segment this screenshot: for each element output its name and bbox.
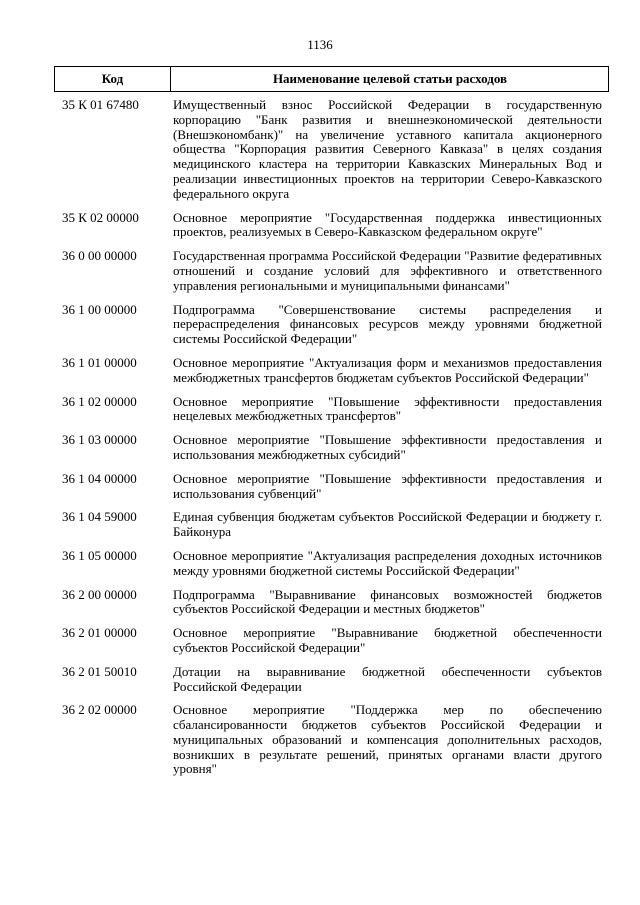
row-code: 36 1 05 00000 (62, 547, 137, 563)
row-code: 36 1 02 00000 (62, 393, 137, 409)
table-row (62, 395, 602, 425)
row-name: Основное мероприятие "Государственная поддержка инвестиционных проектов, реализуемых в Северо-Кавказском федеральном округе" (173, 209, 602, 240)
row-name: Государственная программа Российской Федерации "Развитие федеративных отношений и создание условий для эффективного и ответственного управления региональными и муниципальными финансами" (173, 248, 602, 293)
table-row (62, 588, 602, 618)
table-row (62, 356, 602, 386)
table-row (62, 303, 602, 347)
row-name: Основное мероприятие "Повышение эффективности предоставления и использования субвенций" (173, 470, 602, 501)
table-row (62, 510, 602, 540)
row-code: 36 1 00 00000 (62, 301, 137, 317)
header-name: Наименование целевой статьи расходов (272, 71, 508, 86)
row-code: 36 0 00 00000 (62, 248, 137, 264)
row-code: 36 2 00 00000 (62, 586, 137, 602)
row-code: 35 К 02 00000 (62, 209, 139, 225)
table-row (62, 433, 602, 463)
table-row (62, 549, 602, 579)
table-row (62, 249, 602, 293)
row-code: 36 2 01 50010 (62, 663, 137, 679)
row-name: Основное мероприятие "Поддержка мер по обеспечению сбалансированности бюджетов субъектов Российской Федерации и муниципальных образований и компенсация дополнительных расходов, возникших в результате решений, принятых органами власти другого уровня" (173, 702, 602, 777)
row-name: Основное мероприятие "Актуализация распределения доходных источников между уровнями бюджетной системы Российской Федерации" (173, 547, 602, 578)
row-name: Имущественный взнос Российской Федерации в государственную корпорацию "Банк развития и внешнеэкономической деятельности (Внешэкономбанк)" на увеличение уставного капитала акционерного общества "Корпорация развития Северного Кавказа" в целях создания медицинского кластера на территории Кавказских Минеральных Вод и реализации инвестиционных проектов на территории Северо-Кавказского федерального округа (173, 97, 602, 201)
row-name: Единая субвенция бюджетам субъектов Российской Федерации и бюджету г. Байконура (173, 509, 602, 540)
table-row (62, 211, 602, 241)
table-row (62, 472, 602, 502)
row-name: Основное мероприятие "Повышение эффективности предоставления и использования межбюджетных субсидий" (173, 432, 602, 462)
row-code: 36 1 03 00000 (62, 432, 137, 448)
row-code: 36 1 01 00000 (62, 354, 137, 370)
row-code: 36 1 04 59000 (62, 509, 137, 525)
table-row (62, 98, 602, 202)
row-code: 36 1 04 00000 (62, 470, 137, 486)
row-code: 36 2 01 00000 (62, 625, 137, 641)
row-code: 35 К 01 67480 (62, 97, 139, 112)
page-number: 1136 (307, 37, 333, 52)
table-header (54, 66, 609, 92)
row-name: Основное мероприятие "Выравнивание бюджетной обеспеченности субъектов Российской Федерации" (173, 625, 602, 655)
row-name: Основное мероприятие "Актуализация форм и механизмов предоставления межбюджетных трансфертов бюджетам субъектов Российской Федерации" (173, 354, 602, 385)
table-row (62, 665, 602, 695)
header-code: Код (101, 71, 124, 86)
row-name: Дотации на выравнивание бюджетной обеспеченности субъектов Российской Федерации (173, 663, 602, 694)
row-code: 36 2 02 00000 (62, 702, 137, 718)
table-row (62, 703, 602, 777)
row-name: Основное мероприятие "Повышение эффективности предоставления нецелевых межбюджетных трансфертов" (173, 393, 602, 424)
row-name: Подпрограмма "Выравнивание финансовых возможностей бюджетов субъектов Российской Федерации и местных бюджетов" (173, 586, 602, 617)
table-row (62, 626, 602, 656)
table-body (62, 98, 602, 786)
row-name: Подпрограмма "Совершенствование системы распределения и перераспределения финансовых ресурсов между уровнями бюджетной системы Российской Федерации" (173, 301, 602, 347)
